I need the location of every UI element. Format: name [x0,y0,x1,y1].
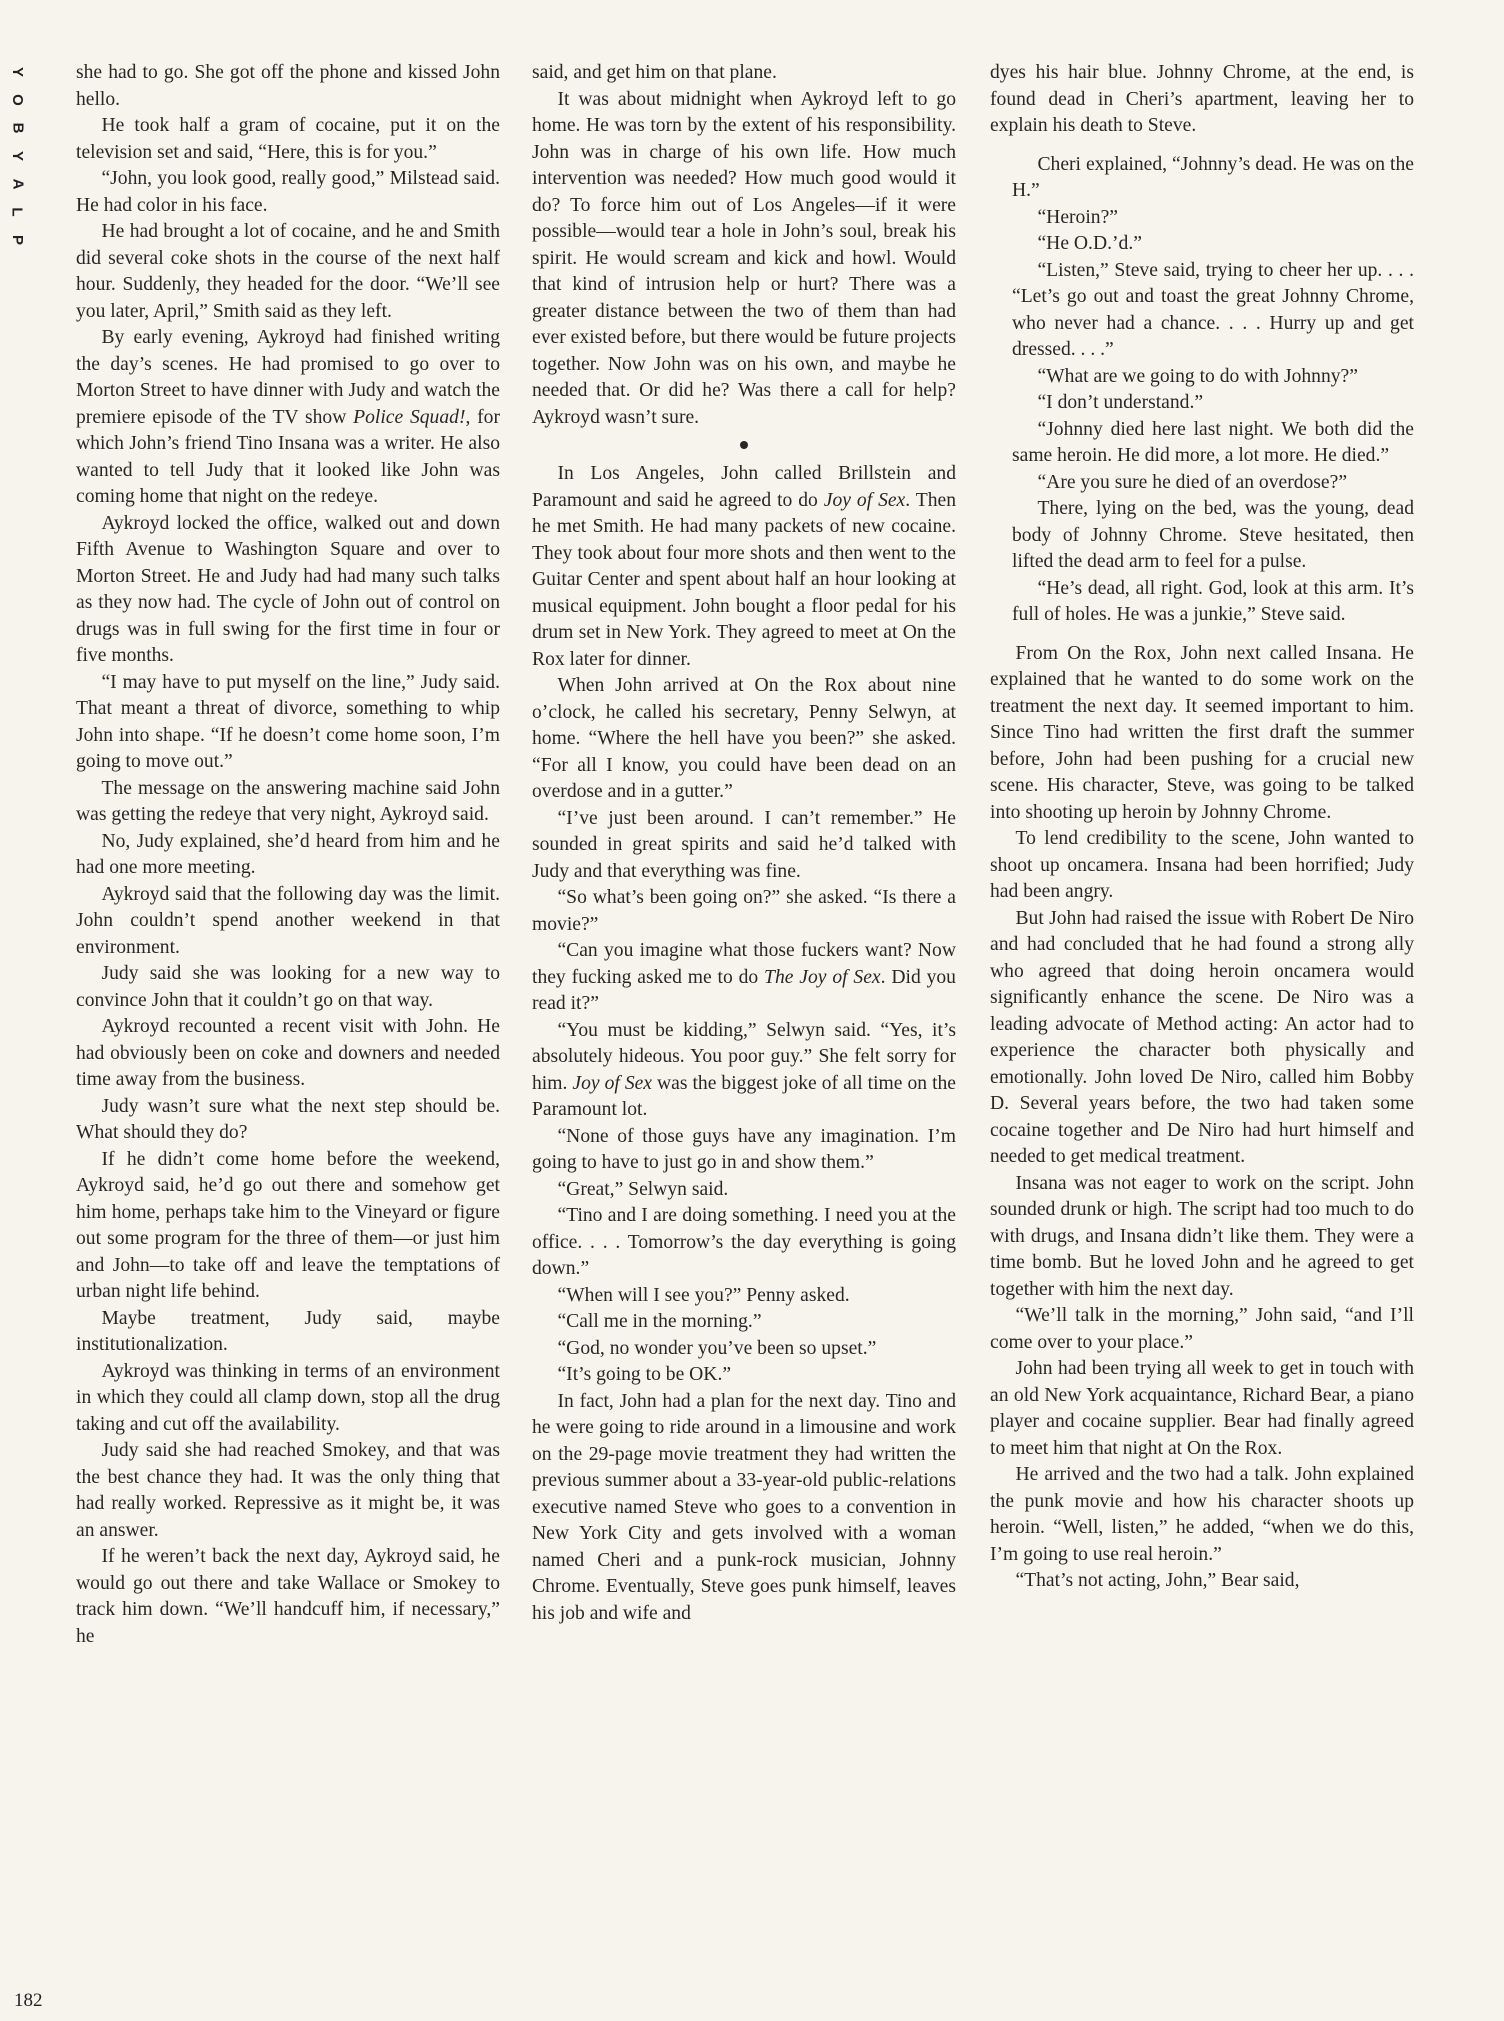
paragraph: He had brought a lot of cocaine, and he and Smith did several coke shots in the course of the next half hour. Suddenly, they headed for the door. “We’ll see you later, April,” Smith said as they left. [76,221,500,322]
paragraph: When John arrived at On the Rox about nine o’clock, he called his secretary, Penny Selwyn, at home. “Where the hell have you been?” she asked. “For all I know, you could have been dead on an overdose and in a gutter.” [532,675,956,802]
paragraph: If he didn’t come home before the weekend, Aykroyd said, he’d go out there and somehow get him home, perhaps take him to the Vineyard or figure out some program for the three of them—or just him and John—to take off and leave the temptations of urban night life behind. [76,1148,500,1302]
paragraph: dyes his hair blue. Johnny Chrome, at the end, is found dead in Cheri’s apartment, leaving her to explain his death to Steve. [990,62,1414,136]
paragraph: From On the Rox, John next called Insana. He explained that he wanted to do some work on the treatment the next day. It seemed important to him. Since Tino had written the first draft the summer before, John had been pushing for a crucial new scene. His character, Steve, was going to be talked into shooting up heroin by Johnny Chrome. [990,642,1414,823]
paragraph: “When will I see you?” Penny asked. [557,1284,850,1306]
paragraph: It was about midnight when Aykroyd left to go home. He was torn by the extent of his responsibility. John was in charge of his own life. How much intervention was needed? How much good would it do? To force him out of Los Angeles—if it were possible—would tear a hole in John’s soul, break his spirit. He would scream and kick and howl. Would that kind of intrusion help or hurt? There was a greater distance between the two of them than had ever existed before, but there would be future projects together. Now John was on his own, and maybe he needed that. Or did he? Was there a call for help? Aykroyd wasn’t sure. [532,88,956,428]
paragraph: Aykroyd was thinking in terms of an environment in which they could all clamp down, stop all the drug taking and cut off the availability. [76,1360,500,1435]
paragraph: If he weren’t back the next day, Aykroyd said, he would go out there and take Wallace or Smokey to track him down. “We’ll handcuff him, if necessary,” he [76,1546,500,1647]
paragraph: “John, you look good, really good,” Milstead said. He had color in his face. [76,168,500,216]
article-column-3 [990,60,1414,1595]
screenplay-paragraph: “Are you sure he died of an overdose?” [1037,471,1348,493]
sidebar-letter: Y [8,150,26,162]
text-run: was the biggest joke of all time on the Paramount lot. [532,1072,957,1120]
paragraph [76,325,500,511]
sidebar-letter: B [9,122,26,134]
section-break-bullet [532,431,956,461]
paragraph: “We’ll talk in the morning,” John said, “and I’ll come over to your place.” [990,1305,1414,1353]
screenplay-paragraph: “He’s dead, all right. God, look at this arm. It’s full of holes. He was a junkie,” Steve said. [1012,577,1414,625]
paragraph [532,1018,956,1124]
paragraph: Judy wasn’t sure what the next step should be. What should they do? [76,1095,500,1143]
paragraph: To lend credibility to the scene, John wanted to shoot up oncamera. Insana had been horrified; Judy had been angry. [990,828,1414,902]
screenplay-paragraph: Cheri explained, “Johnny’s dead. He was on the H.” [1012,153,1414,201]
paragraph: Insana was not eager to work on the script. John sounded drunk or high. The script had too much to do with drugs, and Insana didn’t like them. They were a time bomb. But he loved John and he agreed to get together with him the next day. [990,1172,1414,1300]
paragraph: “I may have to put myself on the line,” Judy said. That meant a threat of divorce, something to whip John into shape. “If he doesn’t come home soon, I’m going to move out.” [76,671,500,772]
paragraph: He arrived and the two had a talk. John explained the punk movie and how his character shoots up heroin. “Well, listen,” he added, “when we do this, I’m going to use real heroin.” [990,1464,1414,1565]
paragraph: But John had raised the issue with Robert De Niro and had concluded that he had found a strong ally who agreed that doing heroin oncamera would significantly enhance the scene. De Niro was a leading advocate of Method acting: An actor had to experience the character both physically and emotionally. John loved De Niro, called him Bobby D. Several years before, the two had taken some cocaine together and De Niro had hurt himself and needed to get medical treatment. [990,907,1414,1167]
paragraph: Judy said she was looking for a new way to convince John that it couldn’t go on that way. [76,963,500,1011]
text-run: . Then he met Smith. He had many packets of new cocaine. They took about four more shots and then went to the Guitar Center and spent about half an hour looking at musical equipment. John bought a floor pedal for his drum set in New York. They agreed to meet at On the Rox later for dinner. [532,489,956,670]
paragraph: Aykroyd said that the following day was the limit. John couldn’t spend another weekend in that environment. [76,883,500,958]
sidebar-letter: Y [8,66,26,78]
paragraph: The message on the answering machine said John was getting the redeye that very night, Aykroyd said. [76,777,500,825]
paragraph: Aykroyd recounted a recent visit with John. He had obviously been on coke and downers and needed time away from the business. [76,1016,500,1090]
paragraph: John had been trying all week to get in touch with an old New York acquaintance, Richard Bear, a piano player and cocaine supplier. Bear had finally agreed to meet him that night at On the Rox. [990,1358,1414,1459]
paragraph: “That’s not acting, John,” Bear said, [1015,1570,1300,1591]
italic-title: Joy of Sex [572,1072,653,1094]
text-run: . Did you read it?” [532,966,956,1014]
paragraph: “It’s going to be OK.” [557,1364,732,1385]
paragraph: “Tino and I are doing something. I need you at the office. . . . Tomorrow’s the day everything is going down.” [532,1205,956,1279]
text-run: By early evening, Aykroyd had finished writing the day’s scenes. He had promised to go over to Morton Street to have dinner with Judy and watch the premiere episode of the TV show [76,327,500,428]
paragraph: In fact, John had a plan for the next day. Tino and he were going to ride around in a limousine and work on the 29-page movie treatment they had written the previous summer about a 33-year-old public-relations executive named Steve who goes to a convention in New York City and gets involved with a woman named Cheri and a punk-rock musician, Johnny Chrome. Eventually, Steve goes punk himself, leaves his job and wife and [532,1390,956,1624]
paragraph: said, and get him on that plane. [532,62,777,83]
page-number: 182 [14,1990,43,2011]
text-run: “You must be kidding,” Selwyn said. “Yes, it’s absolutely hideous. You poor guy.” She felt sorry for him. [532,1019,956,1094]
paragraph: “So what’s been going on?” she asked. “Is there a movie?” [532,887,956,935]
text-run: In Los Angeles, John called Brillstein and Paramount and said he agreed to do [532,463,956,511]
paragraph: No, Judy explained, she’d heard from him and he had one more meeting. [76,830,500,878]
screenplay-paragraph: “I don’t understand.” [1037,392,1204,413]
paragraph [532,461,956,673]
sidebar-letter: L [8,207,26,217]
paragraph: “God, no wonder you’ve been so upset.” [557,1337,877,1359]
italic-title: Joy of Sex [823,489,906,511]
paragraph: “Call me in the morning.” [557,1311,762,1332]
screenplay-paragraph: “What are we going to do with Johnny?” [1037,365,1358,387]
paragraph: Judy said she had reached Smokey, and that was the best chance they had. It was the only thing that had really worked. Repressive as it might be, it was an answer. [76,1440,500,1541]
sidebar-letter: A [9,178,26,190]
paragraph: “I’ve just been around. I can’t remember.” He sounded in great spirits and said he’d talked with Judy and that everything was fine. [532,807,956,882]
sidebar-letter: P [8,234,26,246]
paragraph [532,938,956,1018]
text-run: “Can you imagine what those fuckers want? Now they fucking asked me to do [532,940,956,988]
italic-title: The Joy of Sex [764,966,881,988]
sidebar-letter: O [8,94,26,106]
text-run: , for which John’s friend Tino Insana was a writer. He also wanted to tell Judy that it looked like John was coming home that night on the redeye. [76,406,500,507]
screenplay-paragraph: “Johnny died here last night. We both did the same heroin. He did more, a lot more. He died.” [1012,418,1414,466]
paragraph: He took half a gram of cocaine, put it on the television set and said, “Here, this is for you.” [76,115,500,163]
article-column-2 [532,60,956,1627]
article-column-1 [76,60,500,1650]
paragraph: she had to go. She got off the phone and kissed John hello. [76,62,500,110]
italic-title: Police Squad! [353,406,466,428]
screenplay-paragraph: “Listen,” Steve said, trying to cheer her up. . . . “Let’s go out and toast the great Johnny Chrome, who never had a chance. . . . Hurry up and get dressed. . . .” [1012,259,1414,360]
paragraph: Maybe treatment, Judy said, maybe institutionalization. [76,1307,500,1355]
screenplay-paragraph: “He O.D.’d.” [1037,233,1142,254]
magazine-sidebar-logo [6,58,28,254]
screenplay-paragraph: There, lying on the bed, was the young, dead body of Johnny Chrome. Steve hesitated, then lifted the dead arm to feel for a pulse. [1012,498,1414,572]
screenplay-paragraph: “Heroin?” [1037,206,1118,228]
paragraph: Aykroyd locked the office, walked out and down Fifth Avenue to Washington Square and over to Morton Street. He and Judy had had many such talks as they now had. The cycle of John out of control on drugs was in full swing for the first time in four or five months. [76,512,500,666]
paragraph: “Great,” Selwyn said. [557,1178,729,1200]
paragraph: “None of those guys have any imagination. I’m going to have to just go in and show them.” [532,1125,956,1173]
